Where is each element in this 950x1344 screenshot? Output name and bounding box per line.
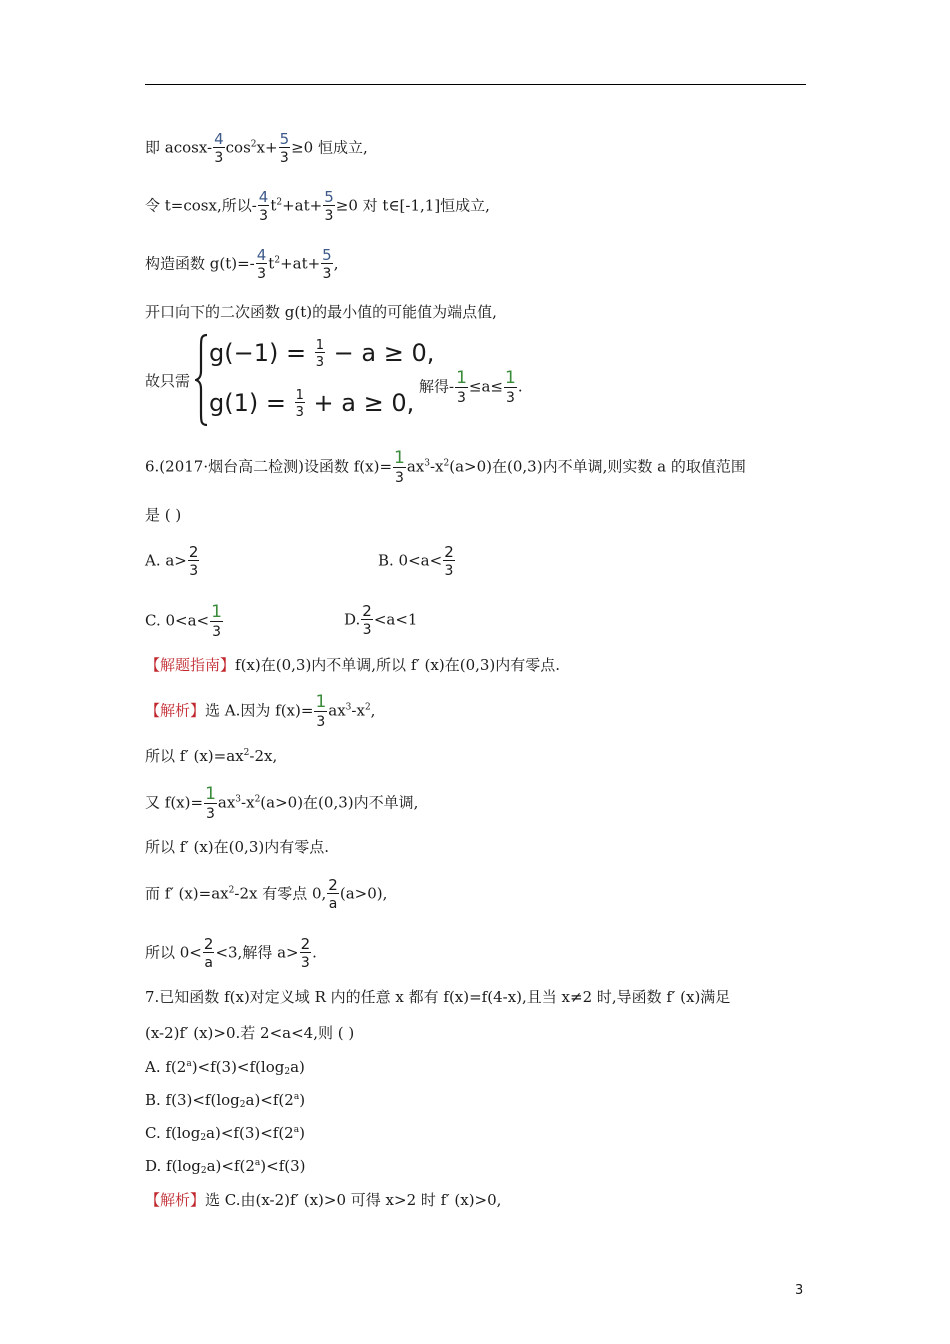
text: 选 C.由(x-2)f′ (x)>0 可得 x>2 时 f′ (x)>0, xyxy=(205,1191,502,1209)
text: ≥0 对 t∈[-1,1]恒成立, xyxy=(335,196,490,215)
text: 令 t=cosx,所以- xyxy=(145,196,257,215)
text: -x xyxy=(429,457,444,476)
numerator: 4 xyxy=(214,130,224,148)
question-7: 7.已知函数 f(x)对定义域 R 内的任意 x 都有 f(x)=f(4-x),且当 x≠2 时,导函数 f′ (x)满足 xyxy=(145,988,731,1006)
fraction xyxy=(504,370,517,405)
solution-guide xyxy=(145,655,560,675)
solution-7 xyxy=(145,1190,501,1210)
solution-tag: 【解析】 xyxy=(145,701,206,720)
superscript: 2 xyxy=(243,748,250,758)
fraction xyxy=(300,937,312,970)
text: 故只需 xyxy=(145,372,191,390)
superscript: a xyxy=(254,1158,261,1168)
denominator: 3 xyxy=(505,390,515,406)
text: )<f(3) xyxy=(260,1157,306,1175)
denominator: a xyxy=(204,955,213,971)
numerator: 1 xyxy=(211,602,222,622)
text: D. f(log xyxy=(145,1157,201,1175)
text-line: 开口向下的二次函数 g(t)的最小值的可能值为端点值, xyxy=(145,303,497,321)
fraction xyxy=(295,389,305,419)
text: ≤a≤ xyxy=(468,377,503,396)
option-c xyxy=(145,1123,305,1143)
denominator: 3 xyxy=(394,470,404,486)
numerator: 2 xyxy=(300,935,311,953)
text: (a>0)在(0,3)内不单调, xyxy=(260,793,419,812)
text-line xyxy=(145,786,418,821)
fraction xyxy=(188,545,200,578)
option-c xyxy=(145,604,224,639)
numerator: 1 xyxy=(505,368,516,388)
denominator: 3 xyxy=(322,266,332,282)
text: . xyxy=(312,943,317,962)
denominator: 3 xyxy=(315,355,324,370)
numerator: 2 xyxy=(444,543,454,561)
denominator: 3 xyxy=(295,405,304,420)
text: , xyxy=(333,254,339,273)
fraction xyxy=(327,878,339,911)
text-line xyxy=(145,937,317,970)
text: ax xyxy=(328,701,346,720)
text: , xyxy=(370,701,376,720)
option-b xyxy=(145,1090,305,1110)
denominator: 3 xyxy=(444,563,454,579)
denominator: 3 xyxy=(362,622,372,638)
numerator: 2 xyxy=(188,543,199,561)
page-number: 3 xyxy=(795,1283,804,1298)
left-brace-icon xyxy=(195,333,209,427)
text: a) xyxy=(290,1058,305,1076)
text: (a>0)在(0,3)内不单调,则实数 a 的取值范围 xyxy=(449,457,746,476)
text: A. f(2 xyxy=(145,1058,187,1076)
superscript: a xyxy=(186,1059,192,1069)
fraction xyxy=(210,604,223,639)
numerator: 5 xyxy=(324,188,334,206)
text: 而 f′ (x)=ax xyxy=(145,884,229,903)
text: ≥0 恒成立, xyxy=(291,138,368,157)
text: + a ≥ 0, xyxy=(305,389,415,417)
fraction xyxy=(455,370,468,405)
denominator: 3 xyxy=(257,266,266,282)
fraction xyxy=(314,694,327,729)
text: +at+ xyxy=(282,196,323,215)
text: ) xyxy=(299,1124,305,1142)
text: . xyxy=(517,377,523,396)
text-line xyxy=(419,370,523,405)
denominator: 3 xyxy=(457,390,466,406)
superscript: 2 xyxy=(443,458,450,469)
text: )<f(3)<f(log xyxy=(191,1058,285,1076)
subscript: 2 xyxy=(200,1166,207,1176)
fraction xyxy=(258,190,270,223)
text: B. f(3)<f(log xyxy=(145,1091,240,1109)
text: B. 0<a< xyxy=(378,551,443,570)
solution-tag: 【解析】 xyxy=(145,1191,206,1209)
superscript: 2 xyxy=(254,794,261,805)
question-6 xyxy=(145,450,746,485)
text: t xyxy=(268,254,275,273)
text: <a<1 xyxy=(373,610,418,629)
text: A. a> xyxy=(145,551,187,570)
header-rule xyxy=(145,84,806,85)
superscript: 2 xyxy=(276,197,283,208)
text: 6.(2017·烟台高二检测)设函数 f(x)= xyxy=(145,457,393,476)
equation-system xyxy=(195,333,435,427)
text: <3,解得 a> xyxy=(215,943,299,962)
numerator: 2 xyxy=(203,935,214,953)
text: 所以 0< xyxy=(145,943,202,962)
numerator: 1 xyxy=(315,692,327,712)
text: a)<f(3)<f(2 xyxy=(206,1124,294,1142)
numerator: 4 xyxy=(256,246,267,264)
text-line xyxy=(145,878,387,911)
option-a xyxy=(145,545,200,578)
text-line xyxy=(145,190,490,223)
text: t xyxy=(270,196,277,215)
numerator: 1 xyxy=(205,784,216,804)
superscript: 2 xyxy=(274,255,281,266)
fraction xyxy=(213,132,225,165)
denominator: 3 xyxy=(259,208,269,224)
denominator: 3 xyxy=(324,208,334,224)
fraction xyxy=(321,248,333,281)
superscript: 2 xyxy=(364,702,371,713)
superscript: 3 xyxy=(345,702,352,713)
text: -x xyxy=(351,701,365,720)
text: − a ≥ 0, xyxy=(326,339,435,367)
fraction xyxy=(315,339,325,369)
subscript: 2 xyxy=(284,1067,291,1077)
superscript: 3 xyxy=(424,458,430,469)
text: 所以 f′ (x)=ax xyxy=(145,747,244,765)
text: 又 f(x)= xyxy=(145,793,204,812)
superscript: 2 xyxy=(250,139,257,150)
text: cos xyxy=(225,138,251,157)
denominator: a xyxy=(328,896,338,912)
fraction xyxy=(204,786,217,821)
text-line xyxy=(145,248,339,281)
fraction xyxy=(323,190,335,223)
fraction xyxy=(443,545,455,578)
text-line: 是 ( ) xyxy=(145,506,182,524)
equation-2 xyxy=(209,389,414,419)
fraction xyxy=(279,132,291,165)
solution-6 xyxy=(145,694,375,729)
denominator: 3 xyxy=(279,150,289,166)
superscript: 3 xyxy=(235,794,242,805)
guide-tag: 【解题指南】 xyxy=(145,656,236,674)
text: D. xyxy=(344,610,361,629)
text: 选 A.因为 f(x)= xyxy=(205,701,314,720)
denominator: 3 xyxy=(316,714,326,730)
fraction xyxy=(393,450,406,485)
numerator: 2 xyxy=(328,876,338,894)
option-a xyxy=(145,1057,305,1077)
text: x+ xyxy=(256,138,278,157)
subscript: 2 xyxy=(200,1133,207,1143)
fraction xyxy=(361,604,373,637)
text: (a>0), xyxy=(339,884,388,903)
text: -2x 有零点 0, xyxy=(234,884,327,903)
text: 即 acosx- xyxy=(145,138,213,157)
superscript: 2 xyxy=(228,885,235,896)
denominator: 3 xyxy=(189,563,199,579)
superscript: a xyxy=(293,1092,300,1102)
text: C. f(log xyxy=(145,1124,201,1142)
numerator: 2 xyxy=(362,602,372,620)
text-line xyxy=(145,132,368,165)
option-d xyxy=(145,1156,306,1176)
text: +at+ xyxy=(280,254,321,273)
text: f(x)在(0,3)内不单调,所以 f′ (x)在(0,3)内有零点. xyxy=(235,656,561,674)
fraction xyxy=(203,937,215,970)
text: C. 0<a< xyxy=(145,611,210,630)
text: ax xyxy=(406,457,425,476)
text: ax xyxy=(217,793,236,812)
option-d xyxy=(344,604,417,637)
denominator: 3 xyxy=(300,955,310,971)
text-line: 所以 f′ (x)在(0,3)内有零点. xyxy=(145,838,329,856)
numerator: 1 xyxy=(394,448,405,468)
numerator: 1 xyxy=(295,388,304,403)
numerator: 1 xyxy=(315,338,324,353)
denominator: 3 xyxy=(206,806,215,822)
numerator: 5 xyxy=(322,246,332,264)
text: g(−1) = xyxy=(209,339,314,367)
numerator: 5 xyxy=(279,130,290,148)
text: a)<f(2 xyxy=(245,1091,294,1109)
text: 解得- xyxy=(419,377,455,396)
text-line xyxy=(145,746,277,766)
numerator: 4 xyxy=(258,188,269,206)
option-b xyxy=(378,545,456,578)
numerator: 1 xyxy=(456,368,467,388)
text: 构造函数 g(t)=- xyxy=(145,254,255,273)
text: -x xyxy=(241,793,255,812)
text: a)<f(2 xyxy=(206,1157,255,1175)
superscript: a xyxy=(293,1125,300,1135)
fraction xyxy=(256,248,268,281)
text: -2x, xyxy=(249,747,278,765)
denominator: 3 xyxy=(212,624,221,640)
text: g(1) = xyxy=(209,389,294,417)
text: ) xyxy=(299,1091,306,1109)
text-line: (x-2)f′ (x)>0.若 2<a<4,则 ( ) xyxy=(145,1024,355,1042)
denominator: 3 xyxy=(214,150,224,166)
equation-1 xyxy=(209,339,434,369)
subscript: 2 xyxy=(239,1100,246,1110)
